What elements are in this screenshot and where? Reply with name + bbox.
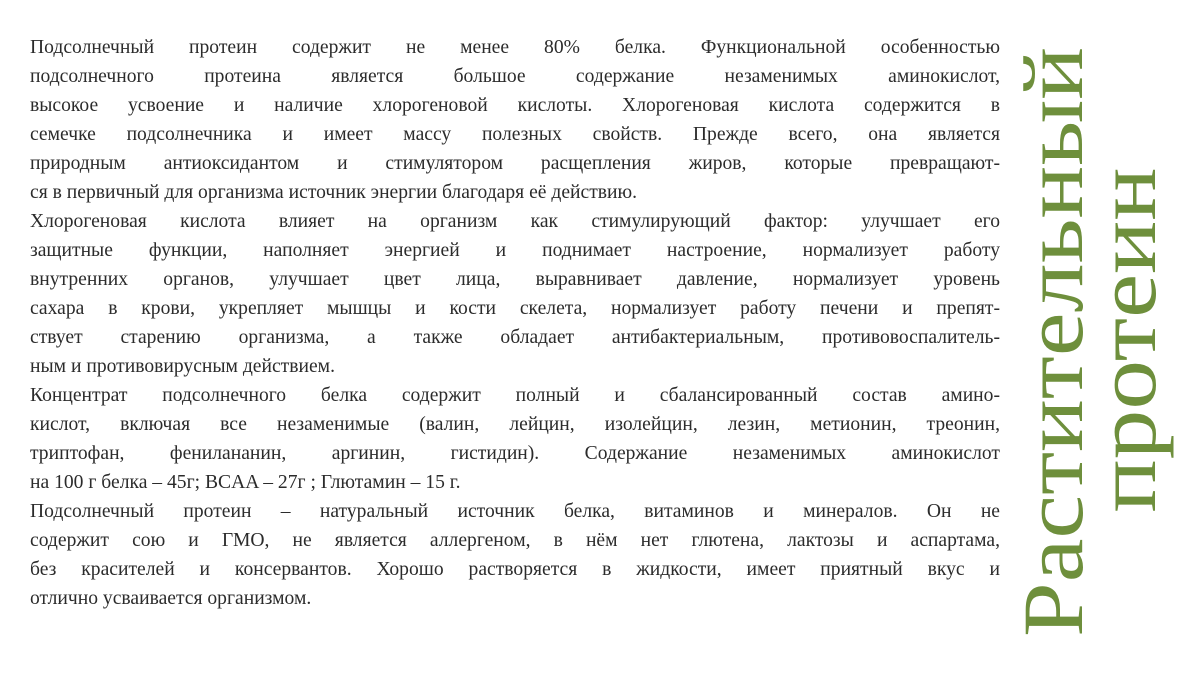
text-line: подсолнечного протеина является большое содержание незаменимых аминокислот, bbox=[30, 66, 1000, 87]
vertical-title-svg bbox=[1000, 0, 1200, 675]
text-line: триптофан, фенилананин, аргинин, гистидин). Содержание незаменимых аминокислот bbox=[30, 443, 1000, 464]
text-line: сахара в крови, укрепляет мышцы и кости скелета, нормализует работу печени и препят- bbox=[30, 298, 1000, 319]
article-body bbox=[30, 33, 1000, 613]
text-line: ствует старению организма, а также обладает антибактериальным, противовоспалитель- bbox=[30, 327, 1000, 348]
vertical-title bbox=[1000, 0, 1200, 675]
text-line: ся в первичный для организма источник энергии благодаря её действию. bbox=[30, 182, 638, 203]
text-line: ным и противовирусным действием. bbox=[30, 356, 335, 377]
paragraph-2 bbox=[30, 207, 1000, 381]
text-line: кислот, включая все незаменимые (валин, лейцин, изолейцин, лезин, метионин, треонин, bbox=[30, 414, 1000, 435]
text-line: содержит сою и ГМО, не является аллергеном, в нём нет глютена, лактозы и аспартама, bbox=[30, 530, 1000, 551]
text-line: без красителей и консервантов. Хорошо растворяется в жидкости, имеет приятный вкус и bbox=[30, 559, 1000, 580]
text-line: защитные функции, наполняет энергией и поднимает настроение, нормализует работу bbox=[30, 240, 1000, 261]
text-line: Концентрат подсолнечного белка содержит полный и сбалансированный состав амино- bbox=[30, 385, 1000, 406]
text-line: отлично усваивается организмом. bbox=[30, 588, 312, 609]
text-line: на 100 г белка – 45г; BCAA – 27г ; Глютамин – 15 г. bbox=[30, 472, 461, 493]
text-line: внутренних органов, улучшает цвет лица, выравнивает давление, нормализует уровень bbox=[30, 269, 1000, 290]
paragraph-3 bbox=[30, 381, 1000, 497]
paragraph-4 bbox=[30, 497, 1000, 613]
text-line: высокое усвоение и наличие хлорогеновой кислоты. Хлорогеновая кислота содержится в bbox=[30, 95, 1000, 116]
text-line: семечке подсолнечника и имеет массу полезных свойств. Прежде всего, она является bbox=[30, 124, 1000, 145]
paragraph-1 bbox=[30, 33, 1000, 207]
text-line: природным антиоксидантом и стимулятором расщепления жиров, которые превращают- bbox=[30, 153, 1000, 174]
title-line-2: протеин bbox=[1078, 213, 1174, 513]
title-line-1: Растительный bbox=[1005, 121, 1101, 637]
text-line: Подсолнечный протеин – натуральный источник белка, витаминов и минералов. Он не bbox=[30, 501, 1000, 522]
text-line: Хлорогеновая кислота влияет на организм как стимулирующий фактор: улучшает его bbox=[30, 211, 1000, 232]
text-line: Подсолнечный протеин содержит не менее 80% белка. Функциональной особенностью bbox=[30, 37, 1000, 58]
